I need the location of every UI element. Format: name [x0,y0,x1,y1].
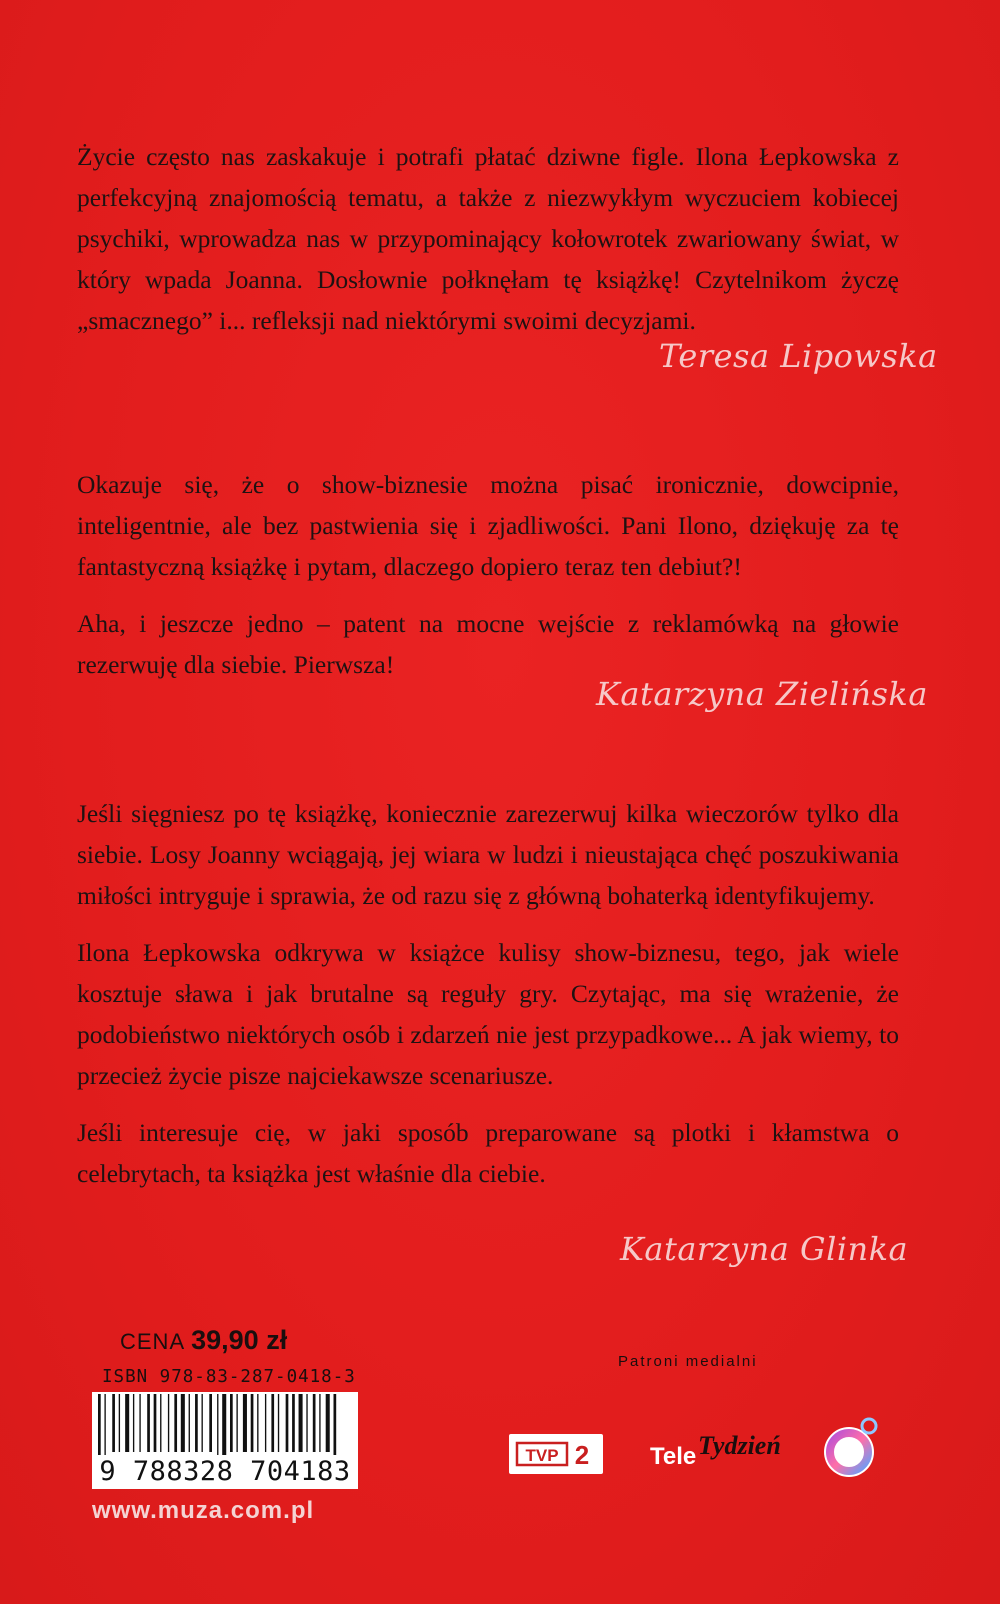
barcode-bar [334,1394,337,1456]
barcode-bar [222,1394,226,1456]
quote-glinka [77,793,899,1194]
tydzien-logo-text: Tydzień [698,1431,781,1460]
barcode-bar [299,1394,303,1452]
tvp-logo-number: 2 [574,1440,590,1470]
barcode-bars [92,1392,358,1456]
barcode-bar [292,1394,295,1452]
barcode-bar [286,1394,289,1452]
tele-logo-text: Tele [650,1443,697,1470]
barcode-bar [243,1394,247,1452]
barcode-bar [139,1394,140,1452]
tvp-logo-text: TVP [525,1446,559,1465]
price-label: CENA [120,1329,186,1354]
barcode-bar [257,1394,258,1452]
barcode-bar [230,1394,233,1452]
isbn: ISBN 978-83-287-0418-3 [102,1367,356,1387]
quote-zielinska [77,464,899,685]
publisher-website: www.muza.com.pl [92,1497,315,1524]
barcode-bar [278,1394,279,1452]
barcode-bar [112,1394,115,1452]
barcode-bar [209,1394,212,1452]
barcode-digits: 9 788328 704183 [92,1455,358,1489]
barcode-bar [174,1394,177,1452]
barcode-bar [125,1394,129,1452]
price [120,1325,287,1356]
barcode-bar [202,1394,203,1452]
quote-paragraph: Ilona Łepkowska odkrywa w książce kulisy show-biznesu, tego, jak wiele kosztuje sława i jak brutalne są reguły gry. Czytając, ma się wrażenie, że podobieństwo niektórych osób i zdarzeń nie jest przypadkowe... A jak wiemy, to przecież życie pisze najciekawsze scenariusze. [77,938,899,1090]
signature-glinka: Katarzyna Glinka [620,1230,909,1268]
price-value: 39,90 zł [191,1325,288,1355]
barcode-bar [271,1394,274,1452]
barcode-bar [265,1394,266,1452]
barcode-bar [319,1394,320,1452]
media-patrons-label: Patroni medialni [618,1353,758,1370]
barcode-bar [154,1394,157,1452]
quote-paragraph: Aha, i jeszcze jedno – patent na mocne wejście z reklamówką na głowie rezerwuję dla siebie. Pierwsza! [77,609,899,679]
barcode-bar [119,1394,120,1452]
quote-paragraph: Jeśli sięgniesz po tę książkę, koniecznie zarezerwuj kilka wieczorów tylko dla siebie. Losy Joanny wciągają, jej wiara w ludzi i nieustająca chęć poszukiwania miłości intryguje i sprawia, że od razu się z główną bohaterką identyfikujemy. [77,799,899,910]
barcode-bar [306,1394,307,1452]
barcode-bar [181,1394,185,1452]
signature-lipowska: Teresa Lipowska [659,337,938,375]
quote-lipowska [77,136,899,341]
barcode-bar [251,1394,254,1452]
barcode-bar [98,1394,101,1456]
barcode-bar [313,1394,316,1452]
barcode-bar [104,1394,105,1456]
tvp2-logo [509,1434,603,1474]
quote-paragraph: Jeśli interesuje cię, w jaki sposób preparowane są plotki i kłamstwa o celebrytach, ta książka jest właśnie dla ciebie. [77,1118,899,1188]
tele-tydzien-logo [648,1426,788,1476]
barcode-bar [147,1394,150,1452]
barcode-bar [168,1394,169,1452]
quote-paragraph: Okazuje się, że o show-biznesie można pisać ironicznie, dowcipnie, inteligentnie, ale bez pastwienia się i zjadliwości. Pani Ilono, dziękuję za tę fantastyczną książkę i pytam, dlaczego dopiero teraz ten debiut?! [77,470,899,581]
barcode-bar [326,1394,330,1452]
signature-zielinska: Katarzyna Zielińska [596,675,928,713]
quote-paragraph: Życie często nas zaskakuje i potrafi płatać dziwne figle. Ilona Łepkowska z perfekcyjną znajomością tematu, a także z niezwykłym wyczuciem kobiecej psychiki, wprowadza nas w przypominający kołowrotek zwariowany świat, w który wpada Joanna. Dosłownie połknęłam tę książkę! Czytelnikom życzę „smacznego” i... refleksji nad niektórymi swoimi decyzjami. [77,142,899,335]
barcode-bar [195,1394,198,1452]
barcode-bar [133,1394,134,1452]
barcode-bar [236,1394,237,1452]
barcode-bar [217,1394,218,1456]
barcode-bar [189,1394,190,1452]
circle-logo [815,1414,885,1484]
barcode-bar [160,1394,161,1452]
